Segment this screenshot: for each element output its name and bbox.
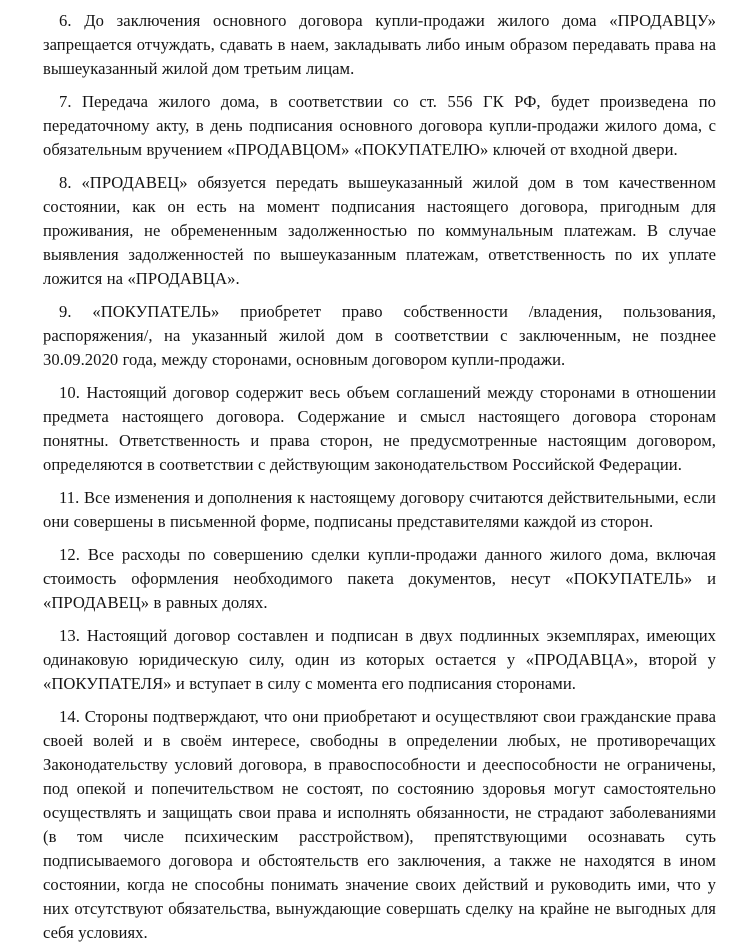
clause-paragraph-7: 7. Передача жилого дома, в соответствии со ст. 556 ГК РФ, будет произведена по передаточному акту, в день подписания основного договора купли-продажи жилого дома, с обязательным вручением «ПРОДАВЦОМ» «ПОКУПАТЕЛЮ» ключей от входной двери. [43, 92, 716, 159]
document-body [43, 9, 716, 945]
clause-paragraph-11: 11. Все изменения и дополнения к настоящему договору считаются действительными, если они совершены в письменной форме, подписаны представителями каждой из сторон. [43, 488, 716, 531]
clause-paragraph-8: 8. «ПРОДАВЕЦ» обязуется передать вышеуказанный жилой дом в том качественном состоянии, как он есть на момент подписания настоящего договора, пригодным для проживания, не обремененным задолженностью по коммунальным платежам. В случае выявления задолженностей по вышеуказанным платежам, ответственность по их уплате ложится на «ПРОДАВЦА». [43, 173, 716, 288]
clause-paragraph-6: 6. До заключения основного договора купли-продажи жилого дома «ПРОДАВЦУ» запрещается отчуждать, сдавать в наем, закладывать либо иным образом передавать права на вышеуказанный жилой дом третьим лицам. [43, 11, 716, 78]
clause-paragraph-9: 9. «ПОКУПАТЕЛЬ» приобретет право собственности /владения, пользования, распоряжения/, на указанный жилой дом в соответствии с заключенным, не позднее 30.09.2020 года, между сторонами, основным договором купли-продажи. [43, 302, 716, 369]
clause-paragraph-14: 14. Стороны подтверждают, что они приобретают и осуществляют свои гражданские права своей волей и в своём интересе, свободны в определении любых, не противоречащих Законодательству условий договора, в правоспособности и дееспособности не ограничены, под опекой и попечительством не состоят, по состоянию здоровья могут самостоятельно осуществлять и защищать свои права и исполнять обязанности, не страдают заболеваниями (в том числе психическим расстройством), препятствующими осознавать суть подписываемого договора и обстоятельств его заключения, а также не находятся в ином состоянии, когда не способны понимать значение своих действий и руководить ими, что у них отсутствуют обязательства, вынуждающие совершать сделку на крайне не выгодных для себя условиях. [43, 707, 716, 942]
clause-paragraph-13: 13. Настоящий договор составлен и подписан в двух подлинных экземплярах, имеющих одинаковую юридическую силу, один из которых остается у «ПРОДАВЦА», второй у «ПОКУПАТЕЛЯ» и вступает в силу с момента его подписания сторонами. [43, 626, 716, 693]
clause-paragraph-10: 10. Настоящий договор содержит весь объем соглашений между сторонами в отношении предмета настоящего договора. Содержание и смысл настоящего договора сторонам понятны. Ответственность и права сторон, не предусмотренные настоящим договором, определяются в соответствии с действующим законодательством Российской Федерации. [43, 383, 716, 474]
clause-paragraph-12: 12. Все расходы по совершению сделки купли-продажи данного жилого дома, включая стоимость оформления необходимого пакета документов, несут «ПОКУПАТЕЛЬ» и «ПРОДАВЕЦ» в равных долях. [43, 545, 716, 612]
